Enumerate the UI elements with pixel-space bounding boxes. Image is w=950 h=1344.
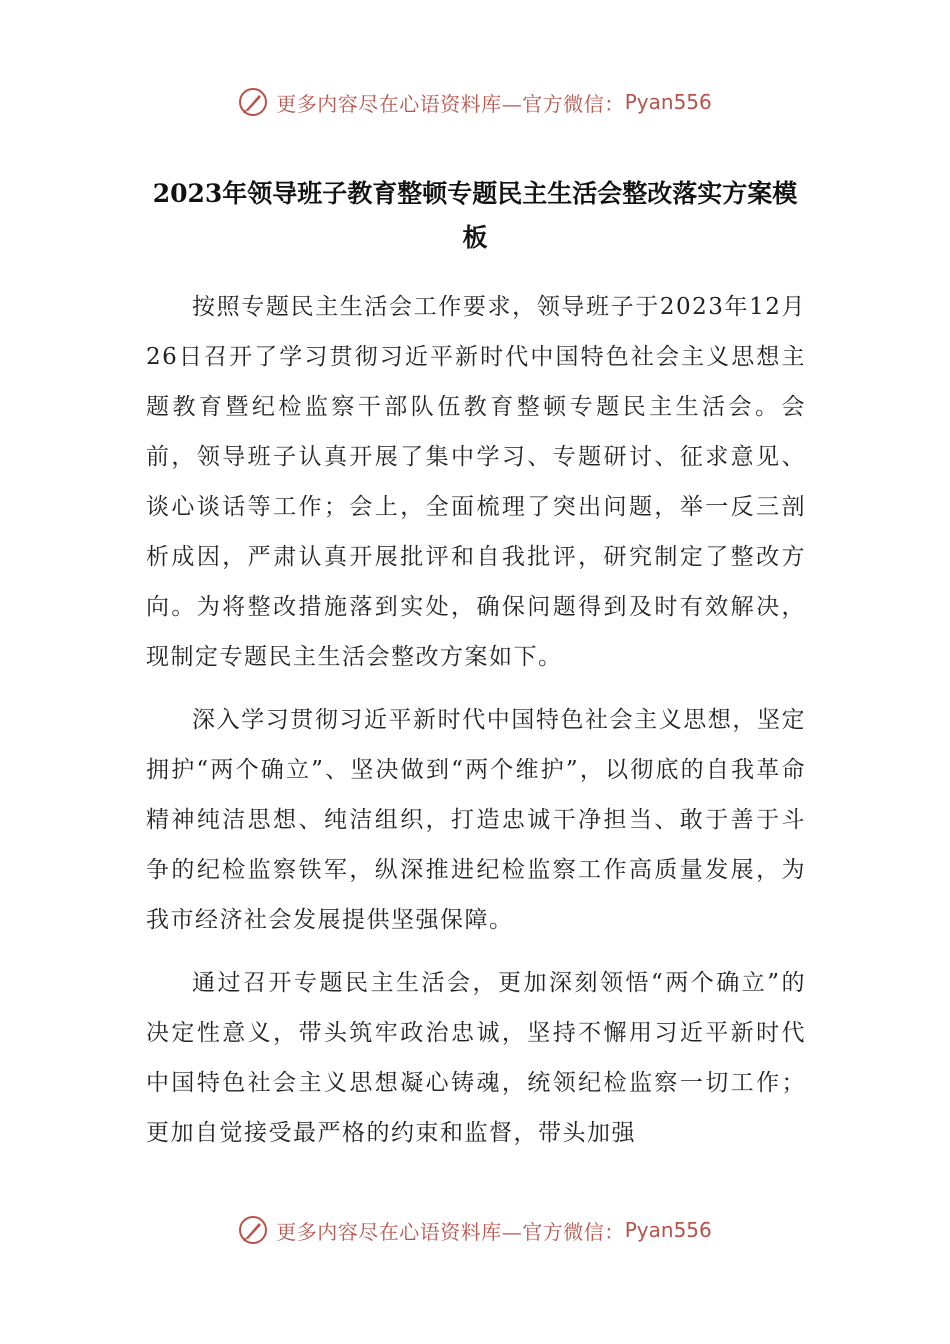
banner-contact-id: Pyan556 xyxy=(624,1218,712,1242)
banner-contact-id: Pyan556 xyxy=(624,90,712,114)
document-title: 2023年领导班子教育整顿专题民主生活会整改落实方案模板 xyxy=(152,179,798,252)
footer-watermark-banner xyxy=(0,1210,950,1250)
banner-text: 更多内容尽在心语资料库—官方微信： xyxy=(276,91,625,116)
paragraph: 通过召开专题民主生活会，更加深刻领悟“两个确立”的决定性意义，带头筑牢政治忠诚，坚持不懈用习近平新时代中国特色社会主义思想凝心铸魂，统领纪检监察一切工作；更加自觉接受最严格的约束和监督，带头加强 xyxy=(146,970,806,1146)
document-body xyxy=(146,282,806,1171)
header-watermark-banner xyxy=(0,82,950,122)
banner-text: 更多内容尽在心语资料库—官方微信： xyxy=(276,1219,625,1244)
paragraph: 按照专题民主生活会工作要求，领导班子于2023年12月26日召开了学习贯彻习近平新时代中国特色社会主义思想主题教育暨纪检监察干部队伍教育整顿专题民主生活会。会前，领导班子认真开展了集中学习、专题研讨、征求意见、谈心谈话等工作；会上，全面梳理了突出问题，举一反三剖析成因，严肃认真开展批评和自我批评，研究制定了整改方向。为将整改措施落到实处，确保问题得到及时有效解决，现制定专题民主生活会整改方案如下。 xyxy=(146,294,806,670)
paragraph: 深入学习贯彻习近平新时代中国特色社会主义思想，坚定拥护“两个确立”、坚决做到“两个维护”，以彻底的自我革命精神纯洁思想、纯洁组织，打造忠诚干净担当、敢于善于斗争的纪检监察铁军，纵深推进纪检监察工作高质量发展，为我市经济社会发展提供坚强保障。 xyxy=(146,707,806,933)
quill-logo-icon xyxy=(238,1215,268,1245)
quill-logo-icon xyxy=(238,87,268,117)
